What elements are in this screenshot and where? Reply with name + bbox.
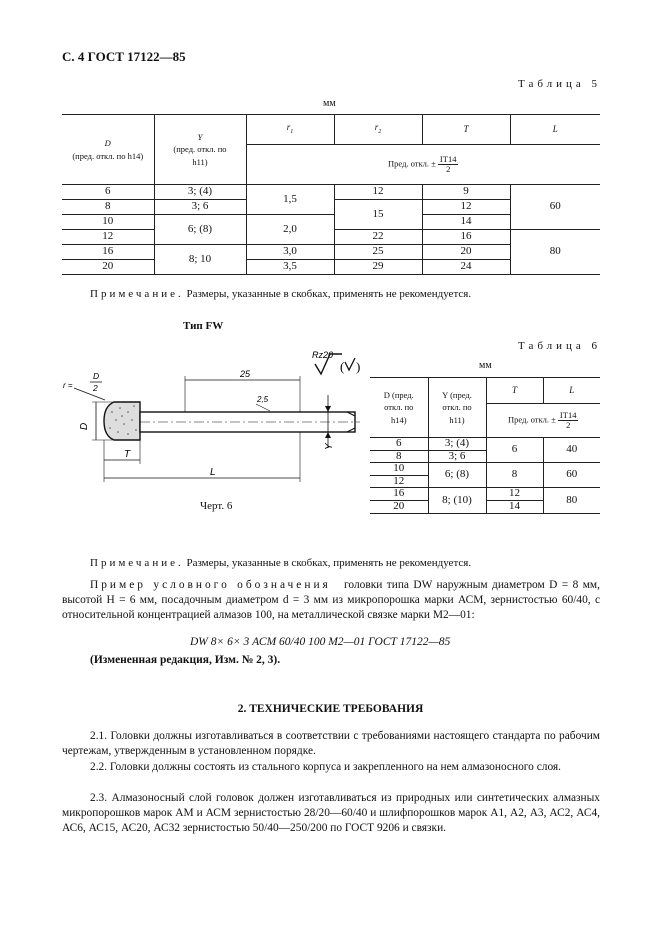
table5-header-L: L [510, 115, 600, 145]
table6-cell: 6; (8) [428, 463, 486, 488]
roughness-symbol-small [345, 358, 355, 370]
table6-cell: 40 [543, 438, 600, 463]
table5-tolerance: Пред. откл. ± $\frac{IT14}{2}$ [246, 145, 600, 185]
table5-cell: 15 [334, 200, 422, 230]
revision-note: (Измененная редакция, Изм. № 2, 3). [90, 654, 281, 666]
table6-cell: 16 [370, 488, 428, 501]
figure-drawing [60, 340, 365, 490]
table5-cell: 29 [334, 260, 422, 275]
table5-cell: 9 [422, 185, 510, 200]
table5-cell: 3,0 [246, 245, 334, 260]
dim-25-label: 25 [240, 369, 251, 379]
example-label: Пример условного обозначения [90, 579, 331, 591]
table5-header-r2: $r_2$ [334, 115, 422, 145]
table6-cell: 60 [543, 463, 600, 488]
roughness-value: Rz20 [312, 350, 334, 360]
table5-header-r1: $r_1$ [246, 115, 334, 145]
table5-cell: 8; 10 [154, 245, 246, 275]
table5-units: мм [323, 98, 336, 109]
page-header: С. 4 ГОСТ 17122—85 [62, 49, 186, 64]
table5 [62, 114, 600, 275]
table5-cell: 8 [62, 200, 154, 215]
table6-cell: 8; (10) [428, 488, 486, 514]
table5-cell: 60 [510, 185, 600, 230]
table6-tolerance: Пред. откл. ± $\frac{IT14}{2}$ [486, 404, 600, 438]
table6-cell: 6 [486, 438, 543, 463]
section-p3: 2.3. Алмазоносный слой головок должен изготавливаться из природных или синтетических алмазных микропорошков марок АМ и АСМ зернистостью 28/20—60/40 и шлифпорошков марок А1, А2, А3, АС2, АС4, АС6, АС15, АС20, АС32 зернистостью 50/40—250/200 по ГОСТ 9206 и связки. [62, 792, 600, 835]
roughness-paren-close: ) [356, 359, 361, 374]
table6-header-Y: Y (пред. откл. по h11) [428, 378, 486, 438]
table6-cell: 14 [486, 501, 543, 514]
table5-cell: 14 [422, 215, 510, 230]
table5-cell: 22 [334, 230, 422, 245]
table6-header-D: D (пред. откл. по h14) [370, 378, 428, 438]
table6-cell: 8 [370, 450, 428, 463]
table6-cell: 6 [370, 438, 428, 451]
table6 [370, 377, 600, 514]
figure-caption: Черт. 6 [200, 500, 233, 512]
section-title: 2. ТЕХНИЧЕСКИЕ ТРЕБОВАНИЯ [237, 703, 424, 715]
table6-caption: Таблица 6 [518, 340, 602, 352]
dim-T-label: T [124, 449, 131, 460]
table5-cell: 80 [510, 230, 600, 275]
table6-cell: 3; 6 [428, 450, 486, 463]
dim-r-num: D [93, 371, 100, 381]
table5-cell: 6; (8) [154, 215, 246, 245]
dim-25b-label: 2,5 [257, 395, 269, 404]
section-p1: 2.1. Головки должны изготавливаться в соответствии с требованиями настоящего стандарта по рабочим чертежам, утвержденным в установленном порядке. [62, 730, 600, 758]
section-p2: 2.2. Головки должны состоять из стального корпуса и закрепленного на нем алмазоносного слоя. [90, 761, 562, 773]
table5-cell: 12 [334, 185, 422, 200]
example-paragraph [62, 578, 600, 624]
table6-cell: 10 [370, 463, 428, 476]
table6-header-T: T [486, 378, 543, 404]
table5-cell: 16 [422, 230, 510, 245]
table5-cell: 20 [62, 260, 154, 275]
dim-Y-label: Y [324, 443, 335, 450]
table5-cell: 6 [62, 185, 154, 200]
roughness-paren-open: ( [340, 359, 345, 374]
table6-cell: 20 [370, 501, 428, 514]
note1: Примечание. Размеры, указанные в скобках, применять не рекомендуется. [90, 288, 472, 300]
table6-cell: 80 [543, 488, 600, 514]
dim-D-label: D [79, 422, 90, 430]
table5-header-Y: Y (пред. откл. по h11) [154, 115, 246, 185]
table6-cell: 8 [486, 463, 543, 488]
table5-cell: 25 [334, 245, 422, 260]
table6-cell: 12 [370, 475, 428, 488]
table5-cell: 1,5 [246, 185, 334, 215]
table5-cell: 20 [422, 245, 510, 260]
table5-cell: 2,0 [246, 215, 334, 245]
table5-cell: 3,5 [246, 260, 334, 275]
example-formula: DW 8× 6× 3 АСМ 60/40 100 М2—01 ГОСТ 17122—85 [190, 636, 451, 648]
table6-units: мм [479, 360, 492, 371]
diamond-head [104, 402, 140, 440]
dim-L-label: L [210, 467, 216, 478]
table5-cell: 10 [62, 215, 154, 230]
table5-cell: 3; 6 [154, 200, 246, 215]
dim-r-label: r = [63, 381, 73, 390]
dim-r-den: 2 [93, 383, 98, 393]
note2: Примечание. Размеры, указанные в скобках, применять не рекомендуется. [90, 557, 472, 569]
table5-cell: 3; (4) [154, 185, 246, 200]
table5-cell: 16 [62, 245, 154, 260]
figure-type-label: Тип FW [183, 320, 224, 332]
example-text: головки типа DW наружным диаметром D = 8 мм, высотой H = 6 мм, посадочным диаметром d = 3 мм из микропорошка марки АСМ, зернистостью 60/40, с относительной концентрацией алмазов 100, на металлической связке марки М2—01: [62, 579, 600, 622]
table5-header-D: D (пред. откл. по h14) [62, 115, 154, 185]
table6-header-L: L [543, 378, 600, 404]
table5-cell: 12 [62, 230, 154, 245]
table5-header-T: T [422, 115, 510, 145]
table5-cell: 12 [422, 200, 510, 215]
table5-cell: 24 [422, 260, 510, 275]
table6-cell: 3; (4) [428, 438, 486, 451]
table5-caption: Таблица 5 [518, 78, 602, 90]
table6-cell: 12 [486, 488, 543, 501]
